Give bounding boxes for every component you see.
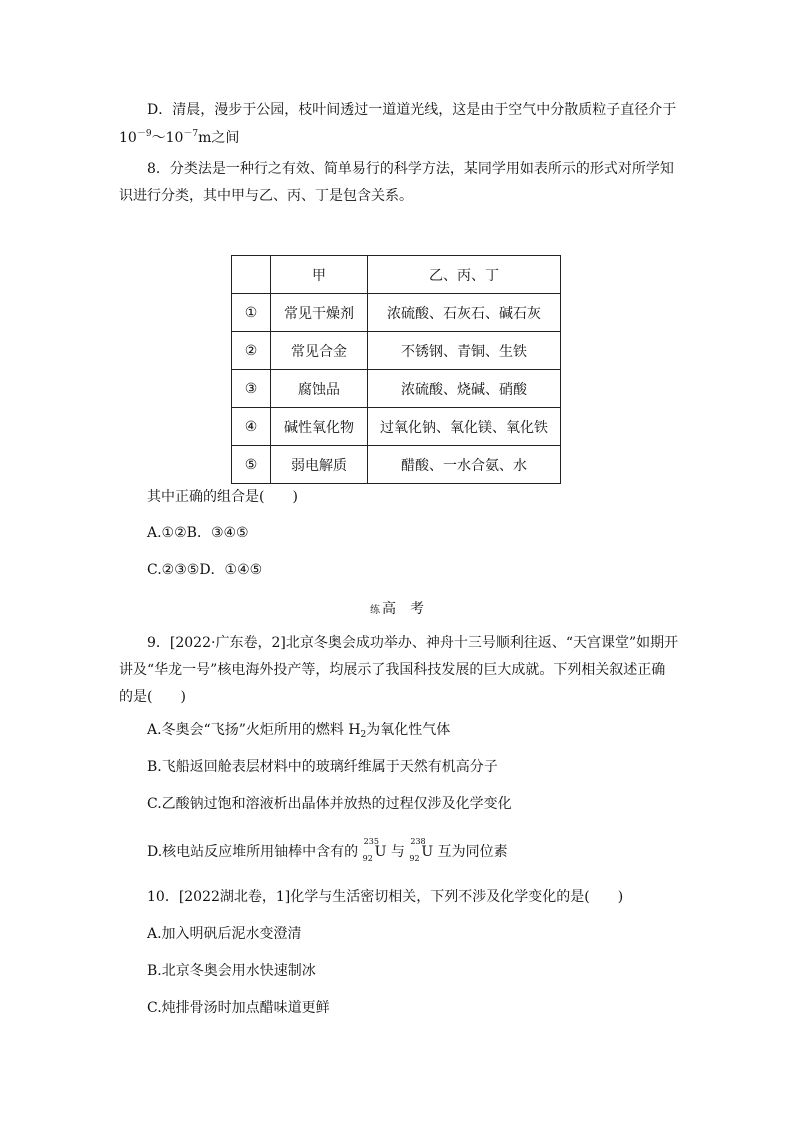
classification-table: [231, 255, 561, 484]
row-category: 常见合金: [271, 332, 368, 370]
question-8-options-cd: C.②③⑤D．①④⑤: [147, 562, 263, 578]
row-category: 腐蚀品: [271, 370, 368, 408]
row-members: 醋酸、一水合氨、水: [368, 446, 561, 484]
nuclide-symbol: U: [374, 844, 387, 860]
nuclide-symbol: U: [421, 844, 434, 860]
question-9-option-b: B.飞船返回舱表层材料中的玻璃纤维属于天然有机高分子: [147, 759, 498, 775]
header-cell-index: [232, 256, 271, 294]
range-separator: ～: [151, 130, 166, 146]
option-a-text: A.冬奥会“飞扬”火炬所用的燃料 H: [147, 722, 361, 738]
row-members: 浓硫酸、石灰石、碱石灰: [368, 294, 561, 332]
nuclide-atomic-number: 92: [362, 854, 373, 863]
section-title: 高 考: [382, 601, 424, 617]
option-d-line1: D．清晨，漫步于公园，枝叶间透过一道道光线，这是由于空气中分散质粒子直径介于: [147, 102, 677, 118]
option-d-tail: 互为同位素: [437, 844, 508, 860]
section-tag: 练: [370, 605, 380, 616]
question-9-stem: 9．[2022·广东卷，2]北京冬奥会成功举办、神舟十三号顺利往返、“天宫课堂”如期开讲及“华龙一号”核电海外投产等，均展示了我国科技发展的巨大成就。下列相关叙述正确的是( ): [119, 635, 679, 705]
exponent-1: －9: [136, 129, 152, 139]
row-index: ⑤: [232, 446, 271, 484]
row-index: ①: [232, 294, 271, 332]
table-row: [232, 446, 561, 484]
header-cell-yi-bing-ding: 乙、丙、丁: [368, 256, 561, 294]
table-row: [232, 294, 561, 332]
row-members: 过氧化钠、氧化镁、氧化铁: [368, 408, 561, 446]
row-members: 浓硫酸、烧碱、硝酸: [368, 370, 561, 408]
option-d-text: D.核电站反应堆所用铀棒中含有的: [147, 844, 359, 860]
question-10-option-c: C.炖排骨汤时加点醋味道更鲜: [147, 1000, 330, 1016]
table-row: [232, 408, 561, 446]
nuclide-atomic-number: 92: [409, 854, 420, 863]
question-8-prompt: 其中正确的组合是( ): [147, 489, 298, 505]
row-category: 碱性氧化物: [271, 408, 368, 446]
option-d-line2: [119, 124, 239, 148]
question-10-option-a: A.加入明矾后泥水变澄清: [147, 926, 302, 942]
row-index: ②: [232, 332, 271, 370]
row-category: 常见干燥剂: [271, 294, 368, 332]
question-10-stem: 10．[2022湖北卷，1]化学与生活密切相关，下列不涉及化学变化的是( ): [147, 889, 624, 905]
option-a-subscript: 2: [360, 730, 367, 740]
row-members: 不锈钢、青铜、生铁: [368, 332, 561, 370]
row-index: ④: [232, 408, 271, 446]
header-cell-jia: 甲: [271, 256, 368, 294]
question-9-option-d: [147, 837, 508, 863]
row-index: ③: [232, 370, 271, 408]
table-row: [232, 332, 561, 370]
nuclide-u235: [362, 837, 387, 863]
question-10-option-b: B.北京冬奥会用水快速制冰: [147, 963, 316, 979]
question-9-option-a: [147, 720, 450, 745]
question-8-stem: 8．分类法是一种行之有效、简单易行的科学方法，某同学用如表所示的形式对所学知识进行分类，其中甲与乙、丙、丁是包含关系。: [119, 161, 674, 204]
exponent-base-1: 10: [119, 130, 137, 146]
section-heading: [0, 598, 794, 618]
option-a-tail: 为氧化性气体: [366, 722, 451, 738]
question-9-option-c: C.乙酸钠过饱和溶液析出晶体并放热的过程仅涉及化学变化: [147, 796, 512, 812]
nuclide-u238: [409, 837, 434, 863]
option-d-connector: 与: [390, 844, 405, 860]
nuclide-mass: 235: [363, 837, 379, 846]
table-header-row: [232, 256, 561, 294]
exponent-base-2: 10: [165, 130, 184, 146]
row-category: 弱电解质: [271, 446, 368, 484]
table-row: [232, 370, 561, 408]
question-8-options-ab: A.①②B．③④⑤: [147, 525, 249, 541]
nuclide-mass: 238: [410, 837, 426, 846]
exponent-2: －7: [183, 129, 199, 139]
range-unit-tail: m之间: [198, 130, 240, 146]
